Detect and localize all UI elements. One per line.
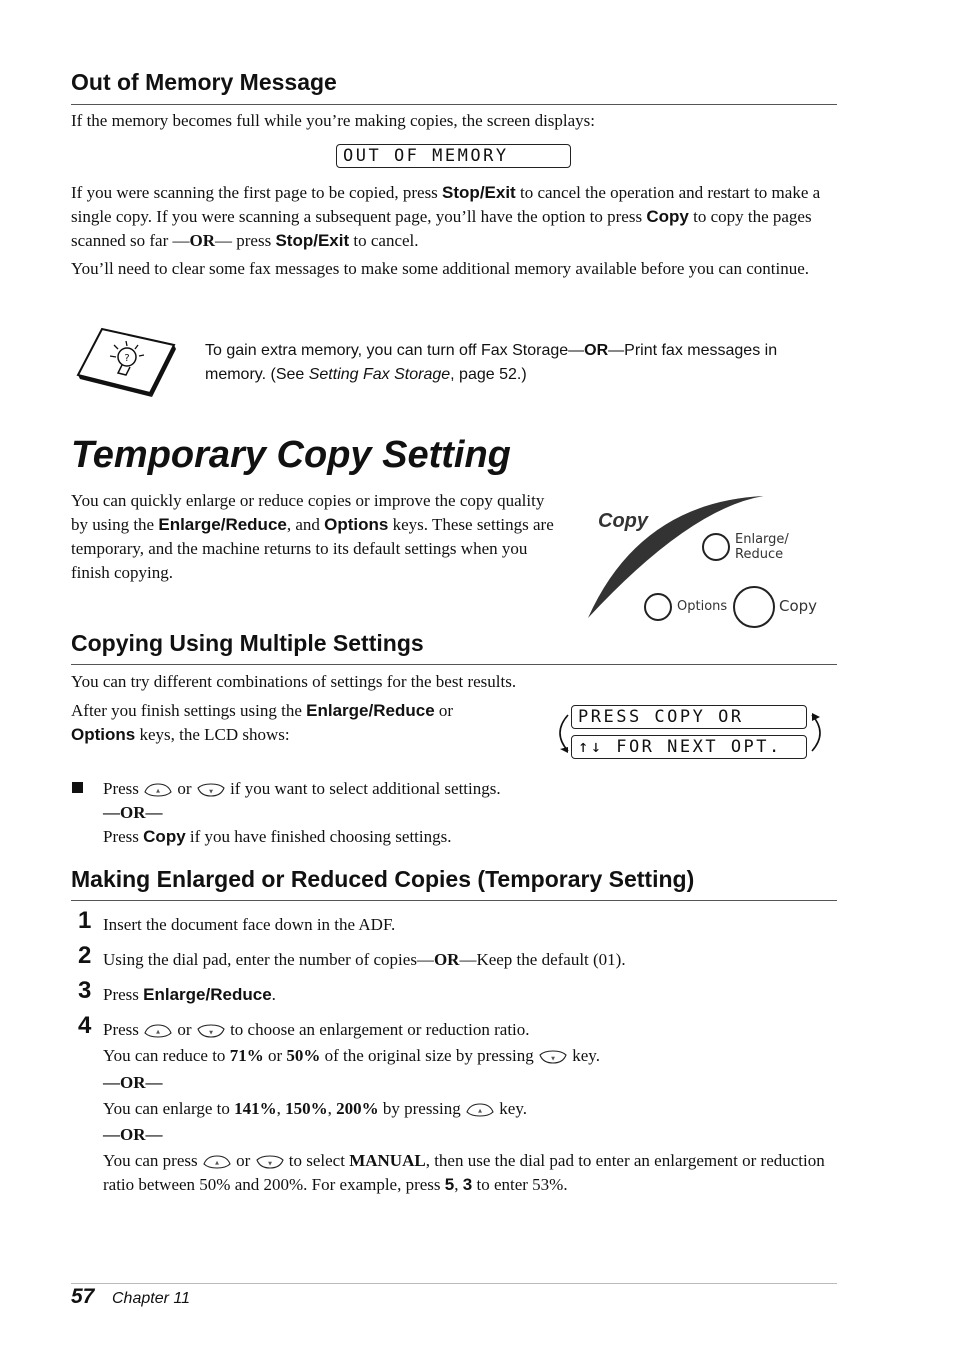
step-number-1: 1 [78,907,92,934]
lcd-out-of-memory: OUT OF MEMORY [336,144,571,168]
up-arrow-key-icon [143,1023,173,1039]
down-arrow-key-icon [255,1154,285,1170]
step-1-text: Insert the document face down in the ADF. [103,915,396,934]
footer-rule [71,1283,837,1284]
key-copy: Copy [646,207,689,226]
chapter-label: Chapter 11 [112,1290,190,1307]
tip-reference: Setting Fax Storage [308,366,451,383]
tip-lightbulb-icon [74,323,176,397]
step-number-2: 2 [78,942,92,969]
section-heading-enlarged-reduced: Making Enlarged or Reduced Copies (Temporary Setting) [71,866,695,892]
or-separator: —OR— [103,803,163,822]
up-arrow-key-icon [143,782,173,798]
step-4-line-reduce: You can reduce to 71% or 50% of the original size by pressing key. [103,1046,600,1065]
step-number-3: 3 [78,977,92,1004]
enlarge-reduce-label: Enlarge/ Reduce [735,532,789,562]
up-arrow-key-icon [202,1154,232,1170]
multiple-settings-intro: You can try different combinations of settings for the best results. [71,672,517,691]
lcd-line-1: PRESS COPY OR [571,705,807,729]
down-arrow-key-icon [538,1049,568,1065]
out-of-memory-paragraph: If you were scanning the first page to be copied, press Stop/Exit to cancel the operation and restart to make a single copy. If you were scanning a subsequent page, you’ll have the option to press Copy to copy the pages scanned so far —OR— press Stop/Exit to cancel. [71,183,821,250]
key-enlarge-reduce: Enlarge/Reduce [143,985,272,1004]
step-3-text: Press Enlarge/Reduce. [103,985,276,1004]
temporary-setting-paragraph: You can quickly enlarge or reduce copies or improve the copy quality by using the Enlarge/Reduce, and Options keys. These settings are temporary, and the machine returns to its default settings when you finish copying. [71,491,554,582]
step-4-line-enlarge: You can enlarge to 141%, 150%, 200% by pressing key. [103,1099,527,1118]
section-heading-out-of-memory: Out of Memory Message [71,69,337,95]
down-arrow-key-icon [196,782,226,798]
key-copy: Copy [143,827,186,846]
bullet-square [72,782,83,793]
key-stop-exit: Stop/Exit [275,231,350,250]
heading-rule [71,104,837,105]
key-options: Options [71,725,136,744]
step-number-4: 4 [78,1012,92,1039]
enlarge-reduce-button[interactable] [702,533,730,561]
bullet-press-line: Press or if you want to select additional settings. [103,779,501,798]
step-4-line-manual: You can press or to select MANUAL, then use the dial pad to enter an enlargement or reduction ratio between 50% and 200%. For example, press 5, 3 to enter 53%. [103,1151,825,1194]
heading-rule [71,900,837,901]
after-settings-paragraph: After you finish settings using the Enlarge/Reduce or Options keys, the LCD shows: [71,701,454,744]
bullet-copy-line: Press Copy if you have finished choosing settings. [103,827,452,846]
copy-logo: Copy [598,510,648,532]
key-options: Options [324,515,389,534]
key-enlarge-reduce: Enlarge/Reduce [158,515,287,534]
copy-button[interactable] [733,586,775,628]
section-heading-multiple-settings: Copying Using Multiple Settings [71,630,424,656]
options-label: Options [677,599,728,614]
page-number: 57 [71,1285,95,1308]
lcd-line-2: ↑↓ FOR NEXT OPT. [571,735,807,759]
svg-text:?: ? [124,353,130,364]
or-separator: —OR— [103,1125,163,1144]
options-button[interactable] [644,593,672,621]
key-enlarge-reduce: Enlarge/Reduce [306,701,435,720]
step-2-text: Using the dial pad, enter the number of copies—OR—Keep the default (01). [103,950,626,969]
clear-memory-paragraph: You’ll need to clear some fax messages to make some additional memory available before you can continue. [71,259,810,278]
page-title: Temporary Copy Setting [71,434,511,476]
copy-panel-illustration [580,490,840,630]
or-separator: —OR— [103,1073,163,1092]
out-of-memory-intro: If the memory becomes full while you’re making copies, the screen displays: [71,111,596,130]
key-stop-exit: Stop/Exit [442,183,516,202]
down-arrow-key-icon [196,1023,226,1039]
copy-label: Copy [779,597,818,615]
tip-text: To gain extra memory, you can turn off Fax Storage—OR—Print fax messages in memory. (See Setting Fax Storage, page 52.) [205,342,778,383]
up-arrow-key-icon [465,1102,495,1118]
step-4-line-1: Press or to choose an enlargement or reduction ratio. [103,1020,530,1039]
heading-rule [71,664,837,665]
